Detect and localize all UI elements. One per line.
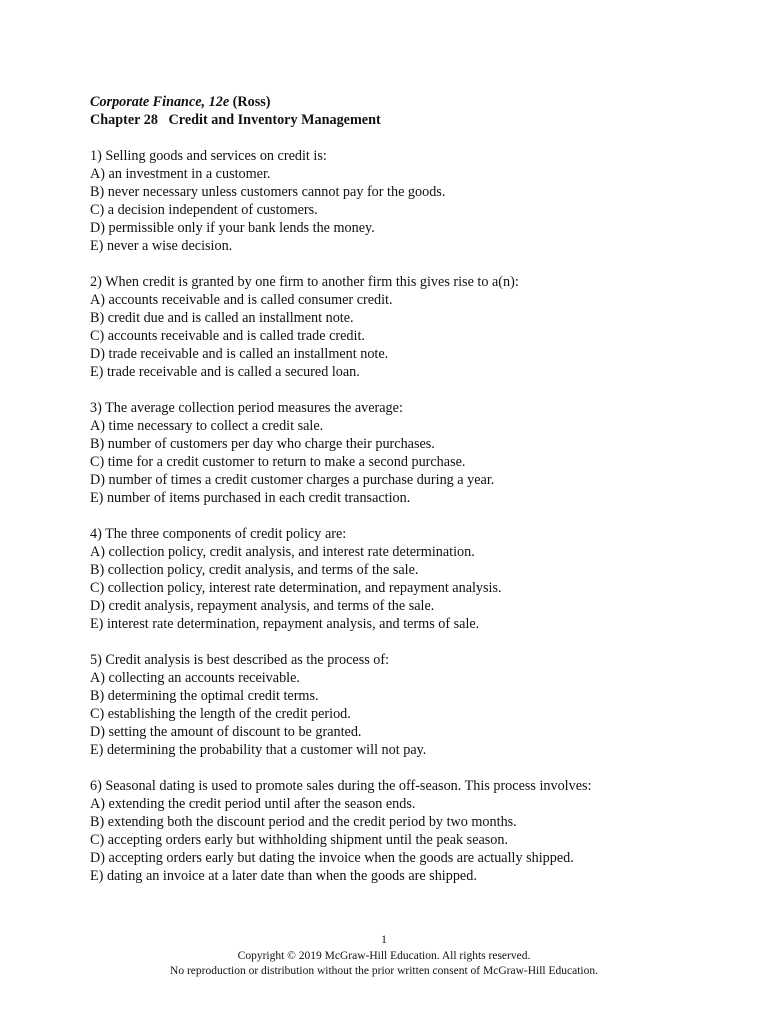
answer-option: A) time necessary to collect a credit sale.	[90, 418, 324, 434]
answer-option: C) time for a credit customer to return to make a second purchase.	[90, 454, 466, 470]
answer-option: E) dating an invoice at a later date than when the goods are shipped.	[90, 868, 477, 884]
answer-option: D) number of times a credit customer charges a purchase during a year.	[90, 472, 495, 488]
question-block	[90, 273, 730, 381]
copyright-notice: Copyright © 2019 McGraw-Hill Education. All rights reserved.	[237, 949, 531, 962]
question-block	[90, 777, 730, 885]
answer-option: D) credit analysis, repayment analysis, and terms of the sale.	[90, 598, 435, 614]
question-block	[90, 399, 730, 507]
question-block	[90, 651, 730, 759]
answer-option: C) a decision independent of customers.	[90, 202, 318, 218]
answer-option: B) extending both the discount period and the credit period by two months.	[90, 814, 517, 830]
answer-option: D) accepting orders early but dating the invoice when the goods are actually shipped.	[90, 850, 574, 866]
answer-option: B) determining the optimal credit terms.	[90, 688, 319, 704]
book-title: Corporate Finance, 12e	[90, 94, 230, 110]
answer-option: C) accounts receivable and is called trade credit.	[90, 328, 365, 344]
answer-option: E) number of items purchased in each credit transaction.	[90, 490, 411, 506]
book-header	[90, 93, 730, 111]
answer-option: D) permissible only if your bank lends the money.	[90, 220, 375, 236]
answer-option: D) setting the amount of discount to be granted.	[90, 724, 362, 740]
answer-option: E) determining the probability that a customer will not pay.	[90, 742, 427, 758]
answer-option: B) never necessary unless customers cannot pay for the goods.	[90, 184, 446, 200]
question-stem: 3) The average collection period measures the average:	[90, 400, 403, 416]
answer-option: C) accepting orders early but withholding shipment until the peak season.	[90, 832, 509, 848]
question-stem: 6) Seasonal dating is used to promote sales during the off-season. This process involves:	[90, 778, 592, 794]
answer-option: E) trade receivable and is called a secured loan.	[90, 364, 360, 380]
page-footer	[0, 933, 768, 980]
answer-option: A) accounts receivable and is called consumer credit.	[90, 292, 393, 308]
question-block	[90, 147, 730, 255]
answer-option: A) an investment in a customer.	[90, 166, 271, 182]
answer-option: B) credit due and is called an installment note.	[90, 310, 354, 326]
question-stem: 2) When credit is granted by one firm to another firm this gives rise to a(n):	[90, 274, 519, 290]
answer-option: E) interest rate determination, repayment analysis, and terms of sale.	[90, 616, 480, 632]
chapter-title: Chapter 28 Credit and Inventory Management	[90, 112, 381, 128]
answer-option: A) collection policy, credit analysis, and interest rate determination.	[90, 544, 475, 560]
answer-option: B) number of customers per day who charge their purchases.	[90, 436, 435, 452]
question-stem: 5) Credit analysis is best described as the process of:	[90, 652, 390, 668]
answer-option: D) trade receivable and is called an installment note.	[90, 346, 389, 362]
question-stem: 4) The three components of credit policy are:	[90, 526, 347, 542]
page-content	[90, 93, 730, 885]
answer-option: A) collecting an accounts receivable.	[90, 670, 300, 686]
page-number: 1	[381, 934, 387, 946]
answer-option: A) extending the credit period until after the season ends.	[90, 796, 416, 812]
book-author: (Ross)	[232, 94, 271, 110]
answer-option: C) establishing the length of the credit period.	[90, 706, 351, 722]
reproduction-notice: No reproduction or distribution without the prior written consent of McGraw-Hill Education.	[170, 965, 598, 977]
answer-option: C) collection policy, interest rate determination, and repayment analysis.	[90, 580, 502, 596]
question-block	[90, 525, 730, 633]
question-stem: 1) Selling goods and services on credit is:	[90, 148, 327, 164]
answer-option: E) never a wise decision.	[90, 238, 233, 254]
answer-option: B) collection policy, credit analysis, and terms of the sale.	[90, 562, 419, 578]
